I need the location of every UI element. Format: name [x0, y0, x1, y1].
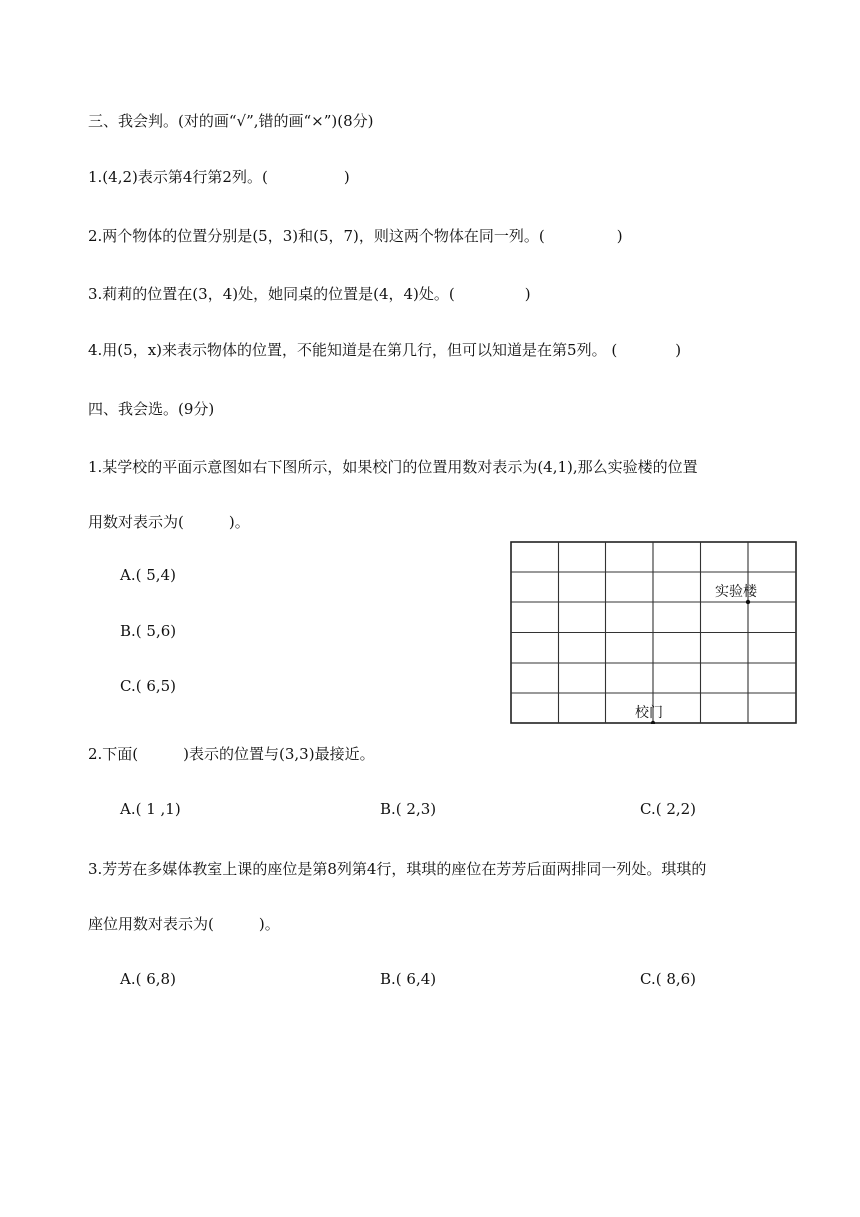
choice-q2-line1: 2.下面( )表示的位置与(3,3)最接近。	[88, 745, 375, 763]
choice-q3-line2: 座位用数对表示为( )。	[88, 915, 280, 933]
close-paren: )	[616, 227, 623, 245]
judge-item-1	[88, 166, 350, 187]
q2-option-b[interactable]: B.( 2,3)	[380, 800, 437, 818]
judge-item-4-text: 4.用(5，x)来表示物体的位置，不能知道是在第几行，但可以知道是在第5列。 (	[88, 341, 618, 359]
section3-heading: 三、我会判。(对的画“√”,错的画“×”)(8分)	[88, 112, 374, 130]
q2-option-a[interactable]: A.( 1 ,1)	[120, 800, 181, 818]
close-paren: )	[675, 341, 682, 359]
choice-q3-line1: 3.芳芳在多媒体教室上课的座位是第8列第4行，琪琪的座位在芳芳后面两排同一列处。琪琪的	[88, 860, 707, 878]
choice-q1-line2: 用数对表示为( )。	[88, 513, 250, 531]
judge-item-4	[88, 339, 681, 360]
judge-item-2	[88, 225, 623, 246]
grid-lines	[510, 541, 797, 724]
q1-option-c[interactable]: C.( 6,5)	[120, 677, 177, 695]
close-paren: )	[524, 285, 531, 303]
q2-option-c[interactable]: C.( 2,2)	[640, 800, 697, 818]
judge-item-2-text: 2.两个物体的位置分别是(5，3)和(5，7)，则这两个物体在同一列。(	[88, 227, 545, 245]
school-map-grid	[510, 541, 797, 724]
close-paren: )	[343, 168, 350, 186]
q1-option-b[interactable]: B.( 5,6)	[120, 622, 177, 640]
q3-option-a[interactable]: A.( 6,8)	[120, 970, 176, 988]
judge-item-3-text: 3.莉莉的位置在(3，4)处，她同桌的位置是(4，4)处。(	[88, 285, 455, 303]
q1-option-a[interactable]: A.( 5,4)	[120, 566, 176, 584]
judge-item-3	[88, 283, 531, 304]
q3-option-b[interactable]: B.( 6,4)	[380, 970, 437, 988]
q3-option-c[interactable]: C.( 8,6)	[640, 970, 697, 988]
choice-q1-line1: 1.某学校的平面示意图如右下图所示，如果校门的位置用数对表示为(4,1),那么实验楼的位置	[88, 458, 698, 476]
section4-heading: 四、我会选。(9分)	[88, 400, 215, 418]
lab-building-label: 实验楼	[715, 584, 757, 600]
school-gate-label: 校门	[635, 705, 663, 721]
judge-item-1-text: 1.(4,2)表示第4行第2列。(	[88, 168, 268, 186]
